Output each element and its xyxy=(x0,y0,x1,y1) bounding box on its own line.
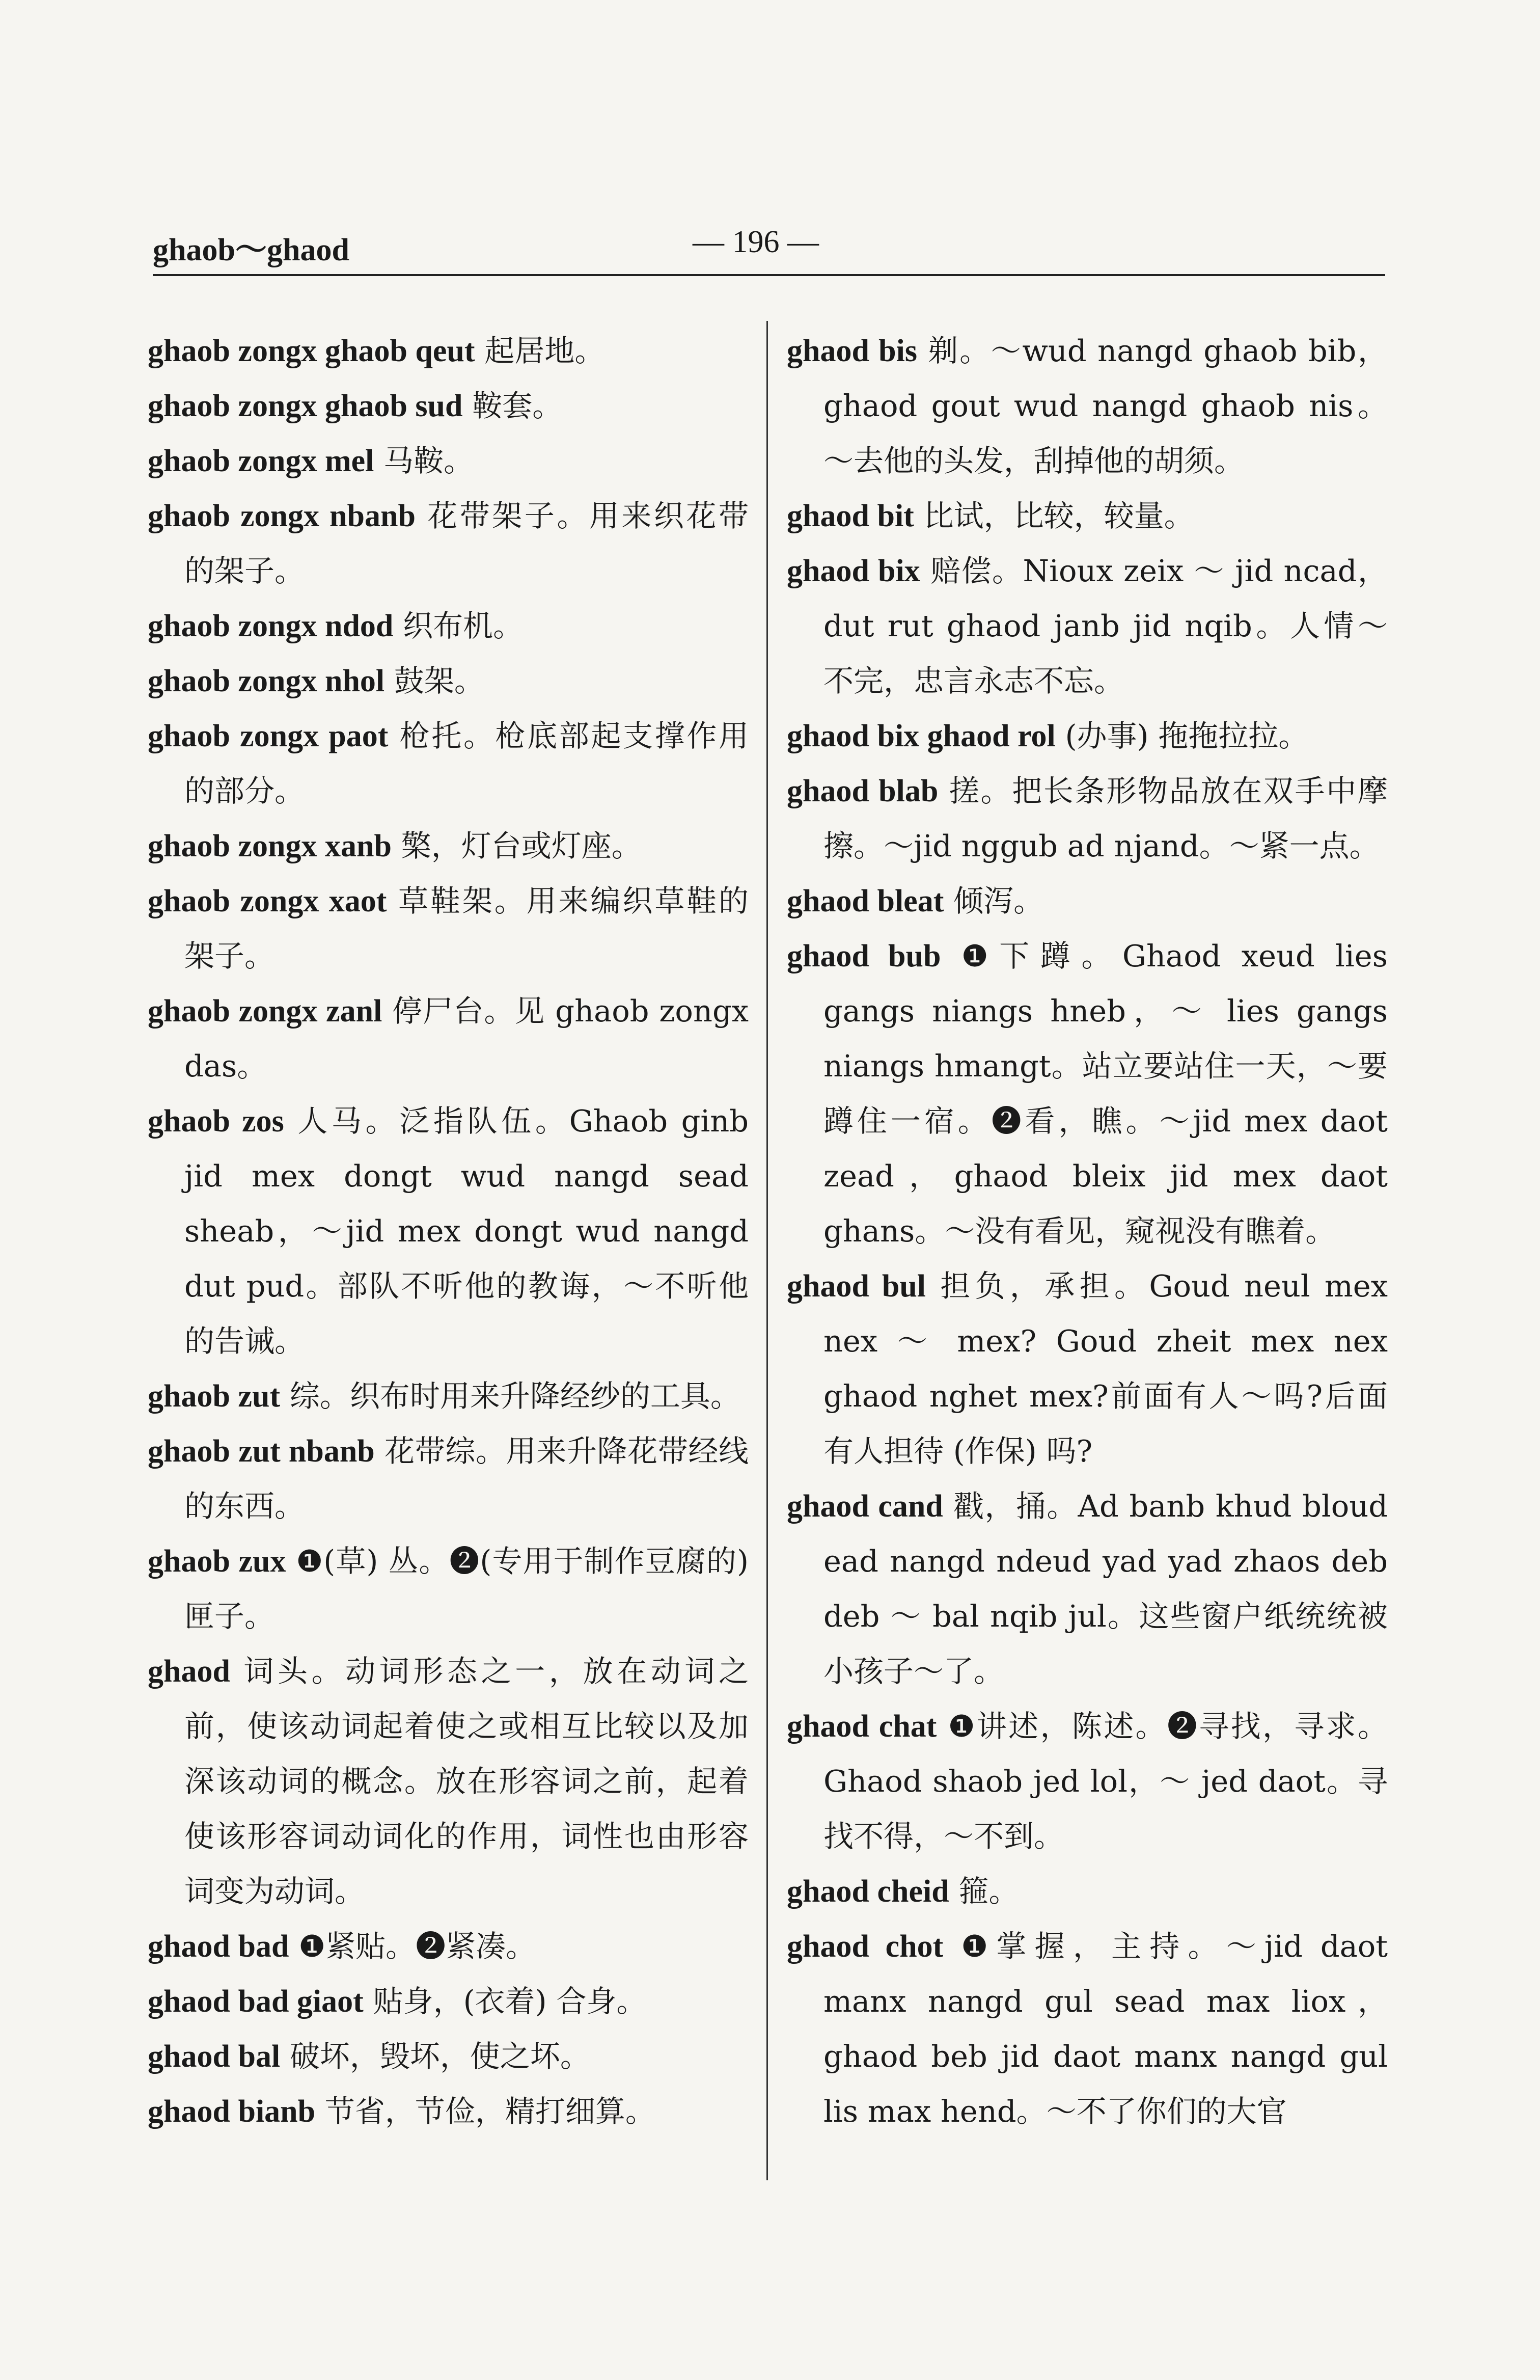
dictionary-entry xyxy=(787,1479,1388,1699)
entry-definition: ❶掌握，主持。～jid daot manx nangd gul sead max liox，ghaod beb jid daot manx nangd gul lis max hend。～不了你们的大官 xyxy=(823,1929,1388,2129)
running-head: ghaob～ghaod xyxy=(153,233,349,267)
page-number: — 196 — xyxy=(693,225,819,259)
dictionary-entry xyxy=(148,2084,749,2139)
page-header xyxy=(153,224,1385,275)
dictionary-entry xyxy=(787,544,1388,709)
dictionary-entry xyxy=(148,1919,749,1974)
entry-headword: ghaod bix ghaod rol xyxy=(787,719,1056,753)
entry-definition: 贴身，(衣着) 合身。 xyxy=(363,1984,647,2019)
entry-headword: ghaod bianb xyxy=(148,2094,316,2129)
dictionary-entry xyxy=(148,1974,749,2029)
dictionary-entry xyxy=(787,709,1388,764)
entry-headword: ghaod bleat xyxy=(787,884,944,918)
dictionary-entry xyxy=(787,489,1388,544)
entry-definition: 担负，承担。Goud neul mex nex ～ mex? Goud zheit mex nex ghaod nghet mex?前面有人～吗?后面有人担待 (作保) 吗? xyxy=(823,1268,1388,1469)
entry-definition: 起居地。 xyxy=(475,333,605,368)
dictionary-entry xyxy=(787,1699,1388,1864)
entry-headword: ghaod bad giaot xyxy=(148,1984,364,2019)
dictionary-entry xyxy=(787,1259,1388,1479)
entry-definition: 赔偿。Nioux zeix ～ jid ncad，dut rut ghaod janb jid nqib。人情～ 不完，忠言永志不忘。 xyxy=(823,553,1388,698)
dictionary-entry xyxy=(148,1644,749,1919)
right-column xyxy=(787,323,1388,2139)
entry-headword: ghaod bul xyxy=(787,1269,926,1304)
dictionary-entry xyxy=(148,984,749,1094)
entry-headword: ghaod cand xyxy=(787,1489,943,1524)
entry-definition: 比试，比较，较量。 xyxy=(914,498,1194,533)
dictionary-entry xyxy=(148,1094,749,1369)
entry-definition: 人马。泛指队伍。Ghaob ginb jid mex dongt wud nangd sead sheab，～jid mex dongt wud nangd dut pud。部队不听他的教诲，～不听他的告诫。 xyxy=(184,1103,749,1359)
dictionary-entry xyxy=(787,929,1388,1259)
entry-headword: ghaob zut nbanb xyxy=(148,1434,375,1469)
entry-headword: ghaod bal xyxy=(148,2039,281,2074)
dictionary-entry xyxy=(787,1919,1388,2139)
dictionary-entry xyxy=(787,874,1388,929)
entry-definition: 破坏，毁坏，使之坏。 xyxy=(280,2039,590,2074)
entry-definition: 鞍套。 xyxy=(462,388,563,423)
entry-definition: 综。织布时用来升降经纱的工具。 xyxy=(280,1378,740,1414)
dictionary-entry xyxy=(148,1369,749,1424)
dictionary-entry xyxy=(148,489,749,599)
entry-definition: 织布机。 xyxy=(393,608,524,643)
entry-headword: ghaob zongx paot xyxy=(148,719,389,753)
entry-definition: 鼓架。 xyxy=(384,663,484,698)
header-rule xyxy=(153,274,1385,276)
entry-definition: 词头。动词形态之一，放在动词之前，使该动词起着使之或相互比较以及加深该动词的概念。放在形容词之前，起着使该形容词动词化的作用，词性也由形容词变为动词。 xyxy=(184,1654,749,1909)
entry-headword: ghaod bis xyxy=(787,334,917,368)
entry-headword: ghaob zongx ghaob sud xyxy=(148,389,463,423)
entry-definition: 花带综。用来升降花带经线的东西。 xyxy=(184,1434,749,1524)
entry-headword: ghaob zux xyxy=(148,1544,286,1579)
entry-headword: ghaod bix xyxy=(787,554,920,588)
dictionary-entry xyxy=(148,654,749,709)
entry-headword: ghaob zongx xanb xyxy=(148,829,392,863)
entry-headword: ghaob zos xyxy=(148,1104,284,1139)
entry-definition: 花带架子。用来织花带的架子。 xyxy=(184,498,749,588)
entry-definition: 马鞍。 xyxy=(374,443,474,478)
dictionary-entry xyxy=(148,599,749,654)
dictionary-entry xyxy=(148,709,749,819)
entry-definition: ❶下蹲。Ghaod xeud lies gangs niangs hneb，～ lies gangs niangs hmangt。站立要站住一天，～要蹲住一宿。❷看，瞧。～jid mex daot zead，ghaod bleix jid mex daot ghans。～没有看见，窥视没有瞧着。 xyxy=(823,938,1388,1249)
dictionary-entry xyxy=(787,1864,1388,1919)
dictionary-entry xyxy=(148,819,749,874)
entry-definition: ❶紧贴。❷紧凑。 xyxy=(289,1929,536,1964)
entry-definition: 箍。 xyxy=(949,1874,1019,1909)
entry-definition: 节省，节俭，精打细算。 xyxy=(315,2094,655,2129)
dictionary-entry xyxy=(148,874,749,984)
entry-definition: ❶讲述，陈述。❷寻找，寻求。Ghaod shaob jed lol，～ jed daot。寻找不得，～不到。 xyxy=(823,1709,1388,1854)
column-divider xyxy=(766,321,768,2180)
entry-definition: (办事) 拖拖拉拉。 xyxy=(1055,718,1309,753)
entry-headword: ghaob zongx ndod xyxy=(148,609,394,643)
dictionary-entry xyxy=(148,1424,749,1534)
entry-definition: ❶(草) 丛。❷(专用于制作豆腐的) 匣子。 xyxy=(184,1544,749,1634)
dictionary-entry xyxy=(148,378,749,434)
entry-headword: ghaob zongx nbanb xyxy=(148,499,416,533)
left-column xyxy=(148,323,749,2139)
entry-definition: 搓。把长条形物品放在双手中摩擦。～jid nggub ad njand。～紧一点。 xyxy=(823,773,1388,863)
entry-headword: ghaod xyxy=(148,1654,230,1689)
entry-headword: ghaod bub xyxy=(787,939,941,973)
entry-headword: ghaod blab xyxy=(787,774,939,808)
entry-headword: ghaod bit xyxy=(787,499,914,533)
entry-headword: ghaob zongx zanl xyxy=(148,994,382,1029)
entry-headword: ghaob zongx ghaob qeut xyxy=(148,334,475,368)
entry-headword: ghaod chat xyxy=(787,1709,937,1744)
entry-definition: 枪托。枪底部起支撑作用的部分。 xyxy=(184,718,749,808)
dictionary-entry xyxy=(148,1534,749,1644)
entry-headword: ghaob zongx mel xyxy=(148,444,374,478)
dictionary-entry xyxy=(148,434,749,489)
entry-definition: 戳，捅。Ad banb khud bloud ead nangd ndeud yad yad zhaos deb deb ～ bal nqib jul。这些窗户纸统统被小孩子～了。 xyxy=(823,1489,1388,1689)
entry-definition: 停尸台。见 ghaob zongx das。 xyxy=(184,993,749,1084)
entry-definition: 檠，灯台或灯座。 xyxy=(391,828,642,863)
entry-definition: 剃。～wud nangd ghaob bib，ghaod gout wud nangd ghaob nis。～去他的头发，刮掉他的胡须。 xyxy=(823,333,1388,478)
dictionary-entry xyxy=(787,323,1388,489)
dictionary-entry xyxy=(787,764,1388,874)
entry-headword: ghaob zongx xaot xyxy=(148,884,387,918)
entry-definition: 倾泻。 xyxy=(944,883,1044,918)
dictionary-entry xyxy=(148,323,749,378)
entry-definition: 草鞋架。用来编织草鞋的架子。 xyxy=(184,883,749,973)
entry-headword: ghaod cheid xyxy=(787,1874,949,1909)
entry-headword: ghaob zut xyxy=(148,1379,281,1414)
entry-headword: ghaod bad xyxy=(148,1929,289,1964)
dictionary-entry xyxy=(148,2029,749,2084)
entry-headword: ghaob zongx nhol xyxy=(148,664,385,698)
entry-headword: ghaod chot xyxy=(787,1929,944,1964)
